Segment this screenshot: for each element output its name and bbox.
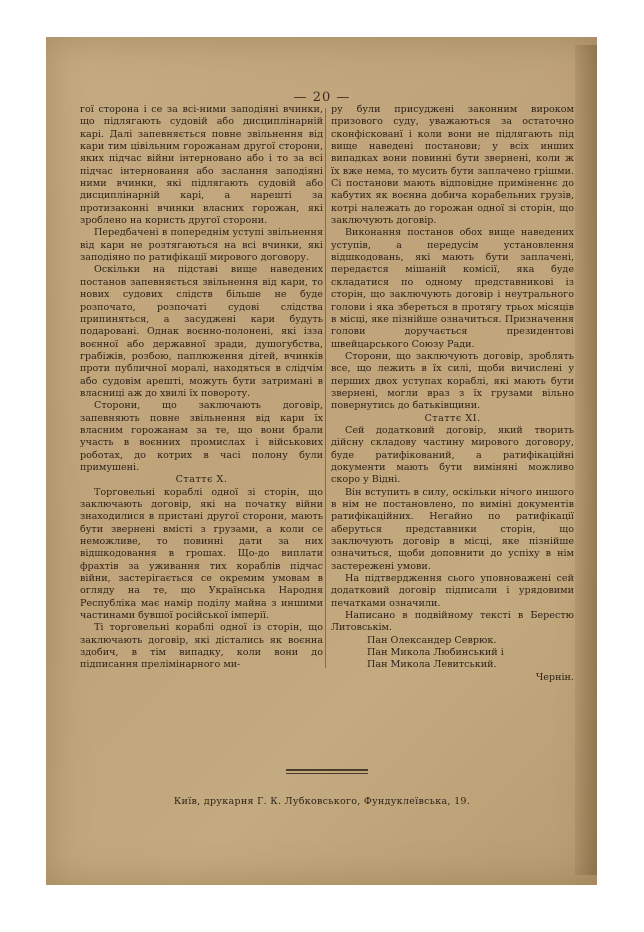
paragraph: Передбачені в попереднім уступі звільнення від кари не розтягаються на всі вчинки, які заподіяно по ратифікації мирового договору. — [80, 227, 323, 264]
article-x-heading: Статтє X. — [175, 474, 228, 486]
right-column — [331, 104, 574, 684]
page-number: — 20 — — [293, 90, 351, 105]
paragraph: Сторони, що заключають договір, запевняють повне звільнення від кари їх власним горожанам за те, що вони брали участь в воєнних промислах і військових роботах, до котрих в часі полону були примушені. — [80, 400, 323, 473]
signature-city: Чернін. — [535, 671, 574, 683]
paragraph: Він вступить в силу, оскільки нічого иншого в нім не постановлено, по виміні документів ратифікаційних. Негайно по ратифікації аберуться представники сторін, що заключують договір в місці, яке пізнійше означиться, щоби доповнити до успіху в нім застережені умови. — [331, 486, 574, 572]
paragraph: Ті торговельні кораблі одної із сторін, що заключають договір, які дістались як воєнна здобич, в тім випадку, коли вони до підписання прелімінарного ми- — [80, 622, 323, 671]
paragraph: Написано в подвійному тексті в Берестю Литовськім. — [331, 610, 574, 634]
paragraph: гої сторона і се за всі-ними заподіяні вчинки, що підлягають судовій або дисциплінарній карі. Далі запевняється повне звільнення від кари тим цівільним горожанам другої сторони, яких підчас війни інтерновано або і то за всі підчас інтерновання або заслання заподіяні ними вчинки, які підлягають судовій або дисциплінарній карі, а нарешті за протизаконні вчинки власних горожан, які зроблено на користь другої сторони. — [80, 104, 323, 227]
footer-rule — [286, 769, 368, 771]
paragraph: Сей додатковий договір, який творить дійсну складову частину мирового договору, буде ратифікований, а ратифікаційні документи мають бути виміняні можливо скоро у Відні. — [331, 424, 574, 486]
paragraph: Торговельні кораблі одної зі сторін, що заключають договір, які на початку війни знаходилися в пристані другої сторони, мають бути звернені вмісті з грузами, а коли се неможливе, то повинні дати за них відшкодовання в грошах. Що-до виплати фрахтів за уживання тих кораблів підчас війни, застерігається се окремим умовам в огляду на те, що Українська Народня Республіка має намір поділу майна з иншими частинами бувшої російської імперії. — [80, 486, 323, 622]
paragraph: Сторони, що заключують договір, зроблять все, що лежить в їх силі, щоби вичислені у перших двох уступах кораблі, які мають бути звернені, могли враз з їх грузами вільно повернутись до батьківщини. — [331, 350, 574, 412]
signature-line: Пан Олександер Севрюк. — [367, 634, 497, 646]
column-divider — [325, 108, 326, 668]
paragraph: На підтвердження сього уповноважені сей додатковий договір підписали і урядовими печатками означили. — [331, 573, 574, 609]
paragraph: Оскільки на підставі вище наведених постанов запевняється звільнення від кари, то нових судових слідств більше не буде розпочато, розпочаті судові слідства припиняться, а засуджені кари будуть подаровані. Однак воєнно-полонені, які ізза воєнної або державної зради, душогубства, грабіжів, розбою, паплюження дітей, вчинків проти публичної моралі, находяться в слідчім або судовім арешті, можуть бути затримані в власниці аж до хвилі їх повороту. — [80, 264, 323, 399]
signature-line: Пан Микола Левитський. — [367, 659, 497, 671]
paragraph: ру були присуджені законним вироком призового суду, уважаються за остаточно сконфіскованї і коли вони не підлягають під вище наведені постанови; у всіх инших випадках вони повинні бути звернені, коли ж їх вже нема, то мусить бути заплачено грішми. Сі постанови мають відповідне приміненнє до кабутих як воєнна добича корабельних грузів, котрі належать до горожан одної зі сторін, що заключують договір. — [331, 104, 574, 227]
article-xi-heading: Статтє XI. — [424, 412, 481, 424]
left-column — [80, 104, 323, 672]
signature-line: Пан Микола Любинський і — [367, 647, 504, 659]
footer-rule-thin — [286, 773, 368, 774]
paper-edge-shadow — [575, 45, 597, 875]
paragraph: Виконання постанов обох вище наведених уступів, а передусім установлення відшкодовань, які мають бути заплачені, передаєтся мішаній комісії, яка буде складатися по одному представникові із сторін, що заключують договір і неутрального голови і яка збереться в протягу трьох місяців в місці, яке пізнійше означиться. Призначення голови доручається президентові швейцарського Союзу Ради. — [331, 227, 574, 350]
printer-imprint: Київ, друкарня Г. К. Лубковського, Фундуклеївська, 19. — [173, 796, 471, 807]
